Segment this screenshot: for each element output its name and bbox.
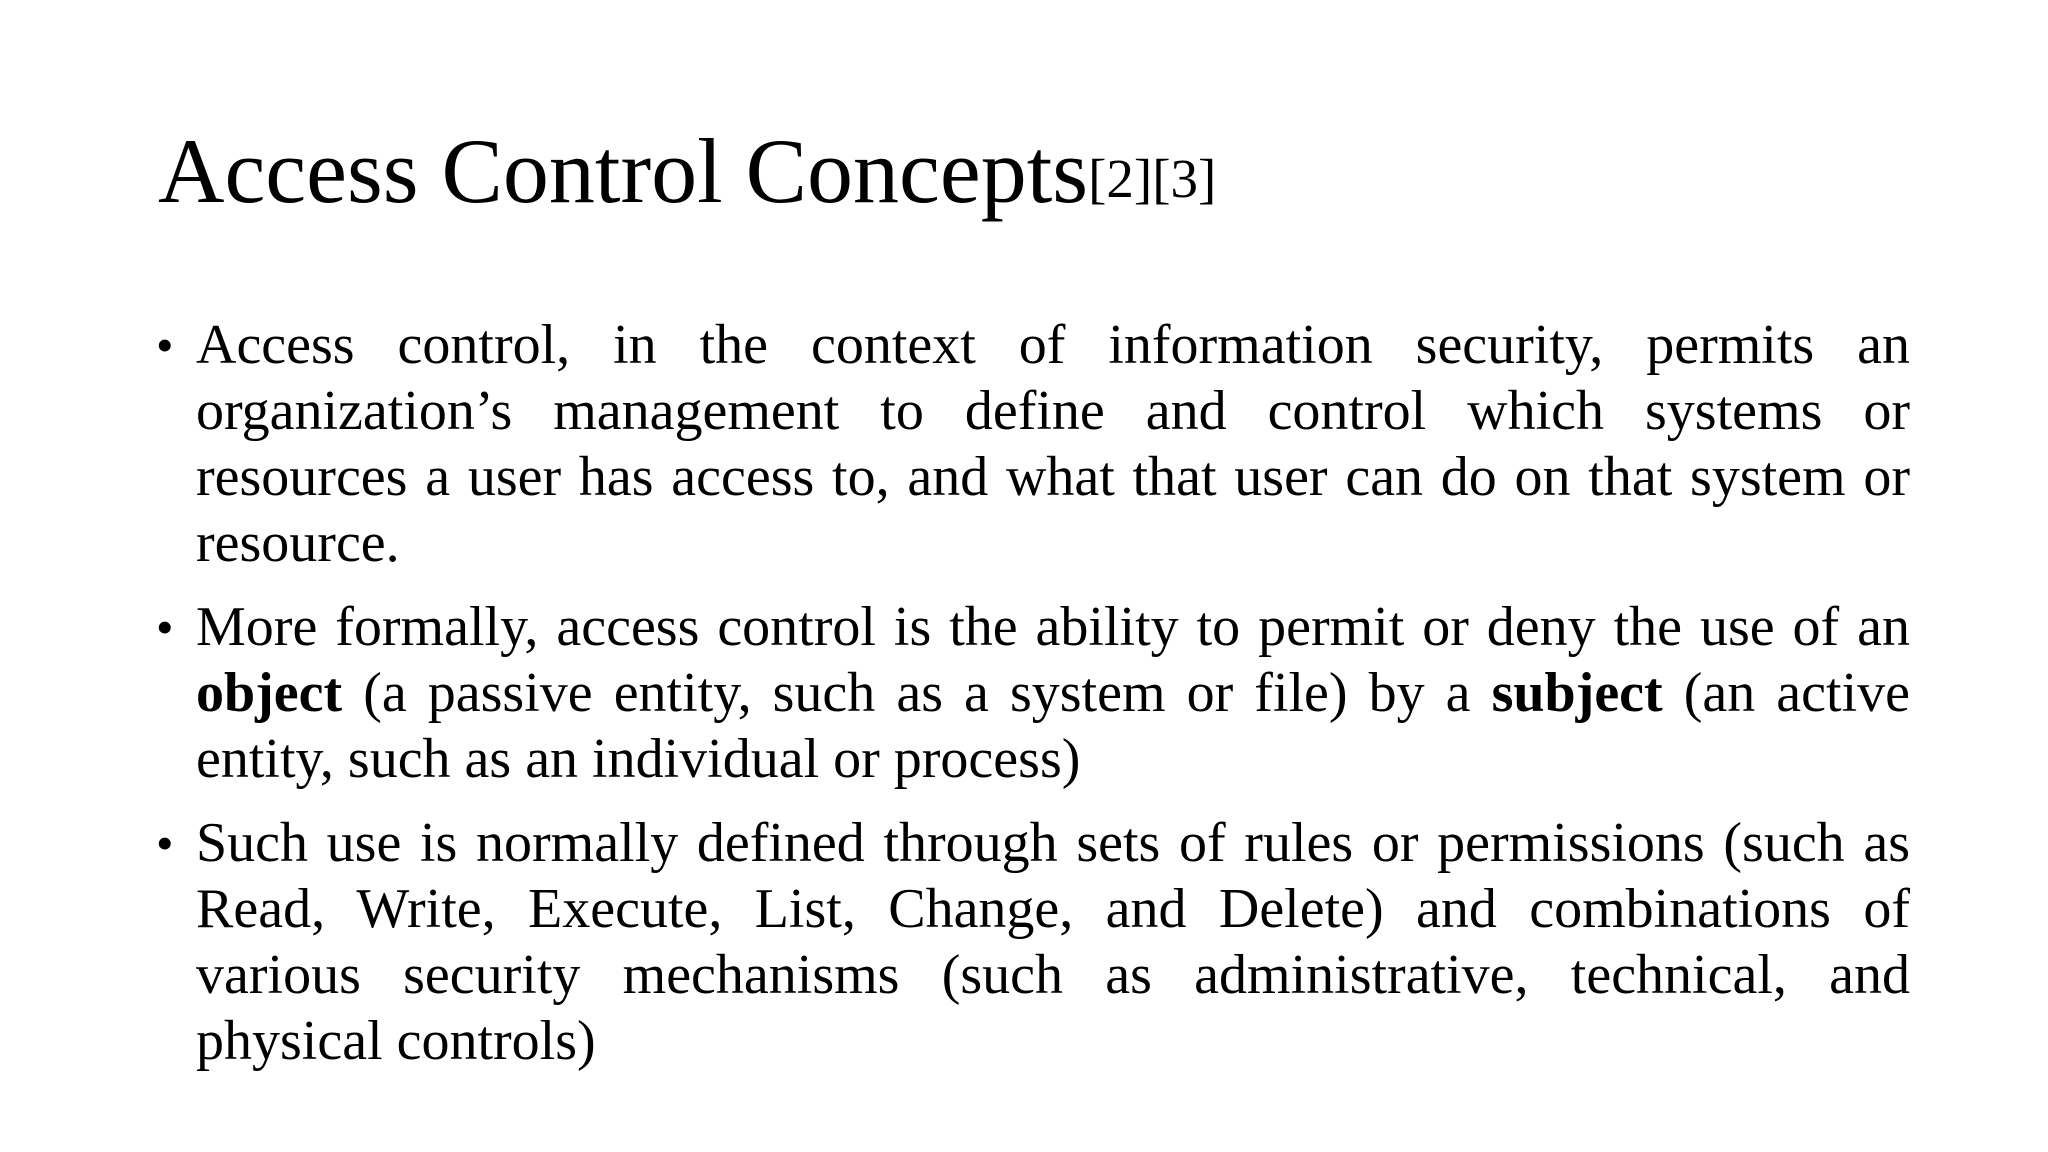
bullet-text-part-3: (an active entity, such as an individual or process) (196, 662, 1910, 790)
bullet-icon: • (156, 317, 174, 373)
bullet-item-access-control-definition (150, 312, 1910, 576)
bullet-icon: • (156, 599, 174, 655)
bullet-icon: • (156, 815, 174, 871)
slide-title-text: Access Control Concepts (158, 120, 1089, 222)
title-citation-superscript: [2][3] (1088, 148, 1217, 209)
bullet-item-formal-definition (150, 594, 1910, 792)
bullet-text-part-1: More formally, access control is the ability to permit or deny the use of an (196, 596, 1910, 658)
bullet-text: Such use is normally defined through sets of rules or permissions (such as Read, Write, Execute, List, Change, and Delete) and combinations of various security mechanisms (such as administrative, technical, and physical controls) (196, 812, 1910, 1072)
bold-term-subject: subject (1491, 662, 1663, 724)
bullet-item-rules-permissions (150, 810, 1910, 1074)
bold-term-object: object (196, 662, 343, 724)
bullet-list (150, 312, 1910, 1092)
slide-title (158, 116, 1216, 226)
bullet-text: Access control, in the context of information security, permits an organization’s management to define and control which systems or resources a user has access to, and what that user can do on that system or resource. (196, 314, 1910, 574)
bullet-text-part-2: (a passive entity, such as a system or file) by a (342, 662, 1492, 724)
